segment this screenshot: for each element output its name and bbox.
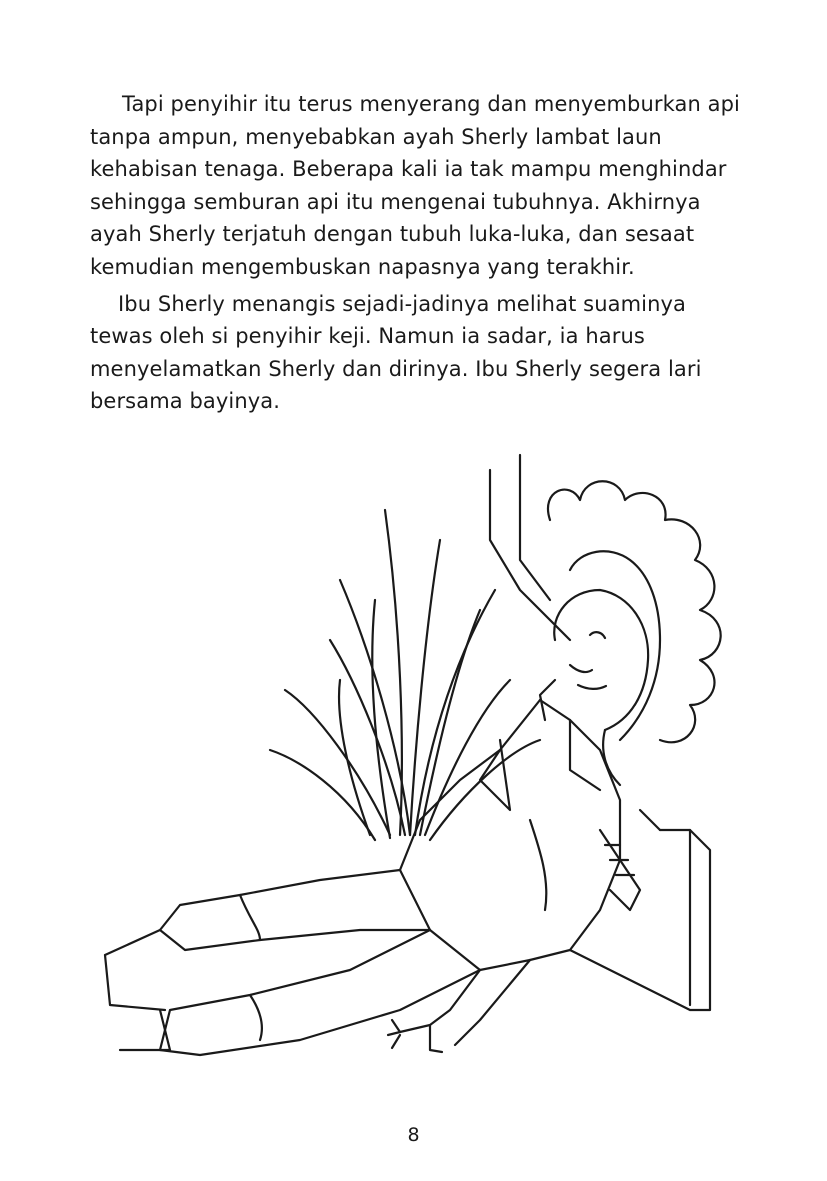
story-text	[90, 88, 750, 418]
face-drawing	[540, 590, 648, 785]
wall-drawing	[490, 455, 710, 1010]
story-paragraph-1: Tapi penyihir itu terus menyerang dan menyemburkan api tanpa ampun, menyebabkan ayah Sherly lambat laun kehabisan tenaga. Beberapa kali ia tak mampu menghindar sehingga semburan api itu mengenai tubuhnya. Akhirnya ayah Sherly terjatuh dengan tubuh luka-luka, dan sesaat kemudian mengembuskan napasnya yang terakhir.	[90, 92, 740, 279]
story-paragraph-2: Ibu Sherly menangis sejadi-jadinya melihat suaminya tewas oleh si penyihir keji. Namun ia sadar, ia harus menyelamatkan Sherly dan dirinya. Ibu Sherly segera lari bersama bayinya.	[90, 291, 702, 414]
page-number: 8	[407, 1124, 420, 1146]
grass-drawing	[270, 510, 540, 840]
fallen-father-illustration	[100, 450, 760, 1060]
